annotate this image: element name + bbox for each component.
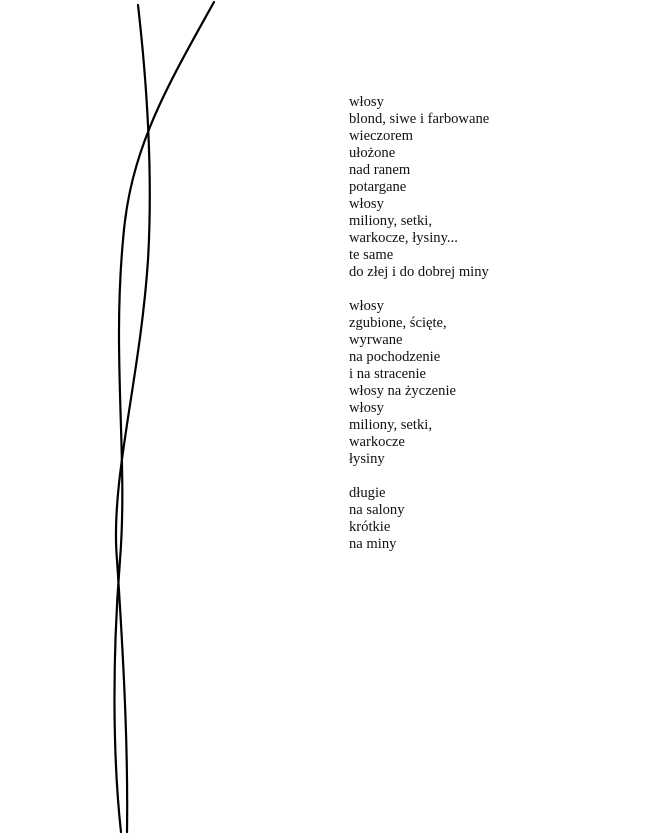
poem-line: i na stracenie: [349, 366, 426, 382]
poem-line: włosy: [349, 400, 384, 416]
poem-line: te same: [349, 247, 394, 263]
poem-line: na miny: [349, 536, 397, 552]
poem-line: blond, siwe i farbowane: [349, 111, 490, 127]
stanza: [349, 485, 629, 553]
poem-line: włosy: [349, 196, 384, 212]
poem-line: długie: [349, 485, 386, 501]
poem-line: warkocze, łysiny...: [349, 230, 458, 246]
poem-line: na pochodzenie: [349, 349, 441, 365]
poem-line: włosy: [349, 298, 384, 314]
poem-line: łysiny: [349, 451, 385, 467]
stanza: [349, 94, 629, 281]
poem-line: wyrwane: [349, 332, 403, 348]
poem-line: włosy: [349, 94, 384, 110]
poem-line: na salony: [349, 502, 405, 518]
poem-line: krótkie: [349, 519, 391, 535]
poem-line: włosy na życzenie: [349, 383, 456, 399]
poem-line: nad ranem: [349, 162, 411, 178]
poem-line: warkocze: [349, 434, 405, 450]
poem-line: zgubione, ścięte,: [349, 315, 447, 331]
poem-line: do złej i do dobrej miny: [349, 264, 489, 280]
poem-line: miliony, setki,: [349, 213, 432, 229]
poem-text: [349, 94, 629, 570]
poem-line: miliony, setki,: [349, 417, 432, 433]
poem-line: wieczorem: [349, 128, 414, 144]
hair-strand-right: [114, 2, 214, 832]
poem-line: ułożone: [349, 145, 396, 161]
stanza: [349, 298, 629, 468]
poem-line: potargane: [349, 179, 407, 195]
